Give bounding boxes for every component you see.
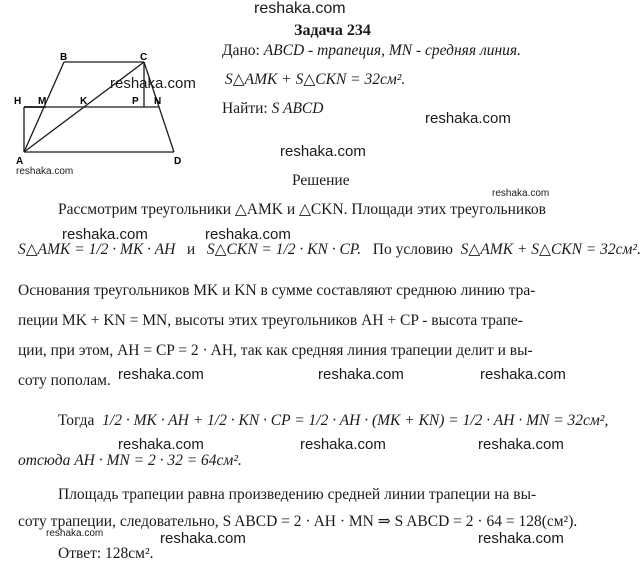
solution-p4-line-2: соту трапеции, следовательно, S ABCD = 2 · AH · MN ⇒ S ABCD = 2 · 64 = 128(см²). [18, 513, 578, 530]
label-c: C [140, 52, 148, 63]
solution-p2-line-3: ции, при этом, AH = CP = 2 · AH, так как средняя линия трапеции делит и вы- [18, 342, 533, 359]
label-k: K [80, 96, 88, 107]
given-line [222, 42, 521, 60]
watermark-top: reshaka.com [254, 0, 346, 17]
watermark: reshaka.com [300, 436, 386, 453]
problem-title: Задача 234 [294, 22, 371, 39]
watermark: reshaka.com [480, 366, 566, 383]
given-formula: S△AMK + S△CKN = 32см². [225, 71, 406, 88]
label-h: H [14, 96, 22, 107]
solution-p2-line-4: соту пополам. [18, 372, 111, 389]
formula-condition: S△AMK + S△CKN = 32см². [460, 241, 641, 258]
formula-sum: 1/2 · MK · AH + 1/2 · KN · CP = 1/2 · AH · (MK + KN) = 1/2 · AH · MN = 32см², [102, 412, 609, 429]
solution-p2-line-1: Основания треугольников MK и KN в сумме составляют среднюю линию тра- [18, 282, 536, 299]
watermark: reshaka.com [110, 75, 196, 92]
given-label: Дано: [222, 42, 260, 59]
solution-p4-line-1: Площадь трапеции равна произведению средней линии трапеции на вы- [58, 486, 537, 503]
formula-and: и [186, 241, 196, 258]
watermark: reshaka.com [478, 436, 564, 453]
watermark: reshaka.com [160, 530, 246, 547]
watermark: reshaka.com [478, 530, 564, 547]
watermark: reshaka.com [205, 226, 291, 243]
solution-paragraph-1: Рассмотрим треугольники △AMK и △CKN. Площади этих треугольников [58, 201, 546, 218]
find-line [222, 100, 323, 118]
then-label: Тогда [58, 412, 95, 429]
watermark-small: reshaka.com [46, 528, 104, 539]
label-a: A [16, 156, 24, 167]
formula-sckn: S△CKN = 1/2 · KN · CP. [206, 241, 362, 258]
label-b: B [60, 52, 68, 63]
label-m: M [38, 96, 47, 107]
find-label: Найти: [222, 100, 268, 117]
trapezoid-diagram [14, 52, 204, 170]
find-value: S ABCD [271, 100, 324, 117]
watermark-small: reshaka.com [492, 188, 550, 199]
watermark-small: reshaka.com [16, 166, 74, 177]
label-d: D [174, 156, 182, 167]
condition-label: По условию [372, 241, 453, 258]
solution-heading: Решение [292, 172, 350, 189]
watermark: reshaka.com [118, 366, 204, 383]
watermark: reshaka.com [118, 436, 204, 453]
watermark: reshaka.com [318, 366, 404, 383]
answer-line: Ответ: 128см². [58, 545, 154, 562]
solution-p2-line-2: пеции MK + KN = MN, высоты этих треугольников AH + CP - высота трапе- [18, 312, 523, 329]
watermark: reshaka.com [425, 110, 511, 127]
watermark: reshaka.com [62, 226, 148, 243]
formula-samk: S△AMK = 1/2 · MK · AH [18, 241, 176, 258]
formula-line-1 [18, 240, 641, 259]
watermark: reshaka.com [280, 143, 366, 160]
label-n: N [154, 96, 162, 107]
solution-hence: отсюда AH · MN = 2 · 32 = 64см². [18, 452, 242, 469]
solution-p3-line [58, 412, 608, 430]
label-p: P [132, 96, 139, 107]
given-text: ABCD - трапеция, MN - средняя линия. [263, 42, 521, 59]
